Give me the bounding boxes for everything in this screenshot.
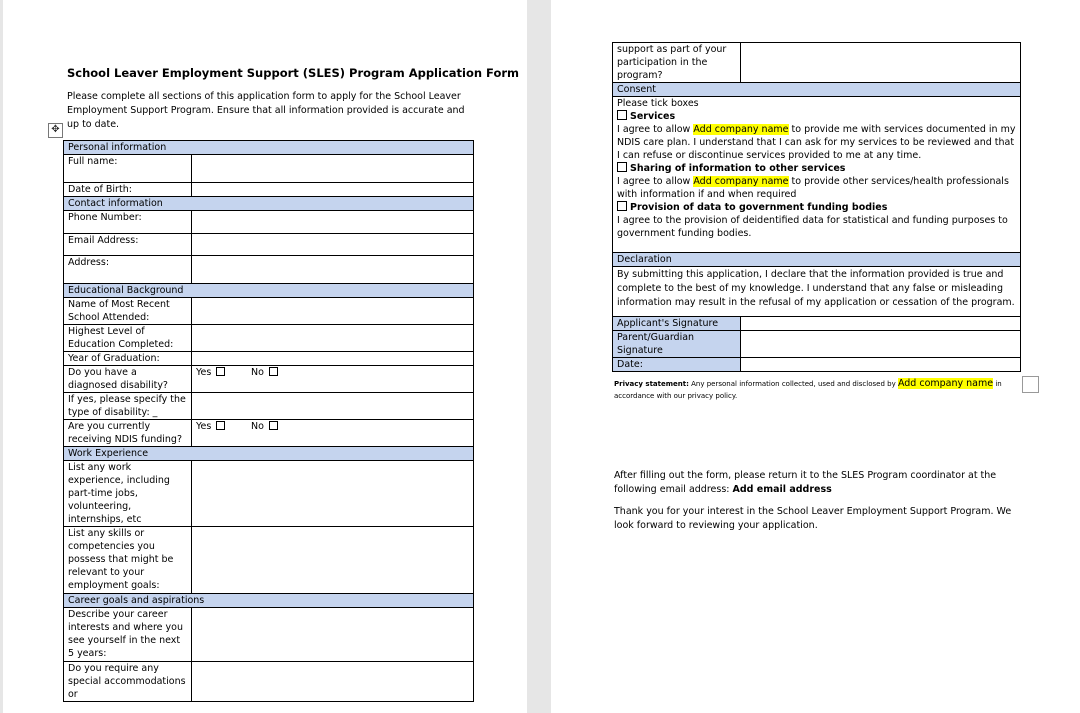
- email-address-field[interactable]: [192, 234, 474, 256]
- company-name-placeholder[interactable]: Add company name: [693, 176, 789, 187]
- ndis-answer-cell: [192, 420, 474, 447]
- return-instructions: After filling out the form, please return it to the SLES Program coordinator at the following email address: Add email address: [614, 470, 997, 495]
- label-special-accommodations: Do you require any special accommodations or: [64, 662, 192, 702]
- ndis-no-label: No: [251, 421, 264, 432]
- company-name-placeholder[interactable]: Add company name: [693, 124, 789, 135]
- form-title: School Leaver Employment Support (SLES) Program Application Form: [67, 66, 519, 80]
- section-personal-information: Personal information: [64, 141, 474, 155]
- label-disability-type: If yes, please specify the type of disability: _: [64, 393, 192, 420]
- empty-text-box[interactable]: [1022, 376, 1039, 393]
- label-skills: List any skills or competencies you possess that might be relevant to your employment goals:: [64, 527, 192, 594]
- disability-yes-checkbox[interactable]: [216, 367, 225, 376]
- label-guardian-signature: Parent/Guardian Signature: [613, 331, 741, 358]
- sharing-checkbox[interactable]: [617, 162, 627, 172]
- provision-title: Provision of data to government funding bodies: [630, 202, 888, 213]
- career-interests-field[interactable]: [192, 608, 474, 662]
- section-work-experience: Work Experience: [64, 447, 474, 461]
- address-field[interactable]: [192, 256, 474, 284]
- label-work-experience: List any work experience, including part-time jobs, volunteering, internships, etc: [64, 461, 192, 527]
- sharing-title: Sharing of information to other services: [630, 163, 846, 174]
- label-address: Address:: [64, 256, 192, 284]
- disability-type-field[interactable]: [192, 393, 474, 420]
- support-field[interactable]: [741, 43, 1021, 83]
- graduation-year-field[interactable]: [192, 352, 474, 366]
- disability-no-checkbox[interactable]: [269, 367, 278, 376]
- company-name-placeholder[interactable]: Add company name: [897, 378, 994, 389]
- application-table-page-2: [612, 42, 1021, 372]
- tick-instruction: Please tick boxes: [617, 98, 699, 109]
- label-year-of-graduation: Year of Graduation:: [64, 352, 192, 366]
- label-support-continued: support as part of your participation in the program?: [613, 43, 741, 83]
- section-consent: Consent: [613, 83, 1021, 97]
- table-move-handle-icon[interactable]: ✥: [48, 123, 63, 138]
- form-intro: Please complete all sections of this application form to apply for the School Leaver Employment Support Program. Ensure that all information provided is accurate and up to date.: [67, 91, 465, 130]
- guardian-signature-field[interactable]: [741, 331, 1021, 358]
- section-declaration: Declaration: [613, 253, 1021, 267]
- recent-school-field[interactable]: [192, 298, 474, 325]
- label-full-name: Full name:: [64, 155, 192, 183]
- education-level-field[interactable]: [192, 325, 474, 352]
- applicant-signature-field[interactable]: [741, 317, 1021, 331]
- label-applicant-signature: Applicant's Signature: [613, 317, 741, 331]
- consent-content: [613, 97, 1021, 253]
- label-ndis-question: Are you currently receiving NDIS funding?: [64, 420, 192, 447]
- services-checkbox[interactable]: [617, 110, 627, 120]
- label-career-interests: Describe your career interests and where you see yourself in the next 5 years:: [64, 608, 192, 662]
- date-of-birth-field[interactable]: [192, 183, 474, 197]
- ndis-yes-checkbox[interactable]: [216, 421, 225, 430]
- sharing-text: I agree to allow Add company name to provide other services/health professionals with information if and when required: [617, 176, 1009, 200]
- email-placeholder[interactable]: Add email address: [732, 484, 832, 495]
- services-text: I agree to allow Add company name to provide me with services documented in my NDIS care plan. I understand that I can ask for my services to be reviewed and that I can refuse or discontinue services provided to me at any time.: [617, 124, 1016, 161]
- label-disability-question: Do you have a diagnosed disability?: [64, 366, 192, 393]
- thank-you-text: Thank you for your interest in the School Leaver Employment Support Program. We look forward to reviewing your application.: [614, 506, 1012, 531]
- ndis-no-checkbox[interactable]: [269, 421, 278, 430]
- provision-text: I agree to the provision of deidentified data for statistical and funding purposes to government funding bodies.: [617, 215, 1008, 239]
- privacy-statement: Privacy statement: Any personal information collected, used and disclosed by Add company name in accordance with our privacy policy.: [614, 378, 1002, 400]
- work-experience-field[interactable]: [192, 461, 474, 527]
- ndis-yes-label: Yes: [196, 421, 212, 432]
- label-date-of-birth: Date of Birth:: [64, 183, 192, 197]
- section-contact-information: Contact information: [64, 197, 474, 211]
- section-educational-background: Educational Background: [64, 284, 474, 298]
- label-phone-number: Phone Number:: [64, 211, 192, 234]
- disability-no-label: No: [251, 367, 264, 378]
- special-accommodations-field[interactable]: [192, 662, 474, 702]
- label-date: Date:: [613, 358, 741, 372]
- provision-checkbox[interactable]: [617, 201, 627, 211]
- date-field[interactable]: [741, 358, 1021, 372]
- label-education-level: Highest Level of Education Completed:: [64, 325, 192, 352]
- disability-yes-label: Yes: [196, 367, 212, 378]
- declaration-text: By submitting this application, I declare that the information provided is true and complete to the best of my knowledge. I understand that any false or misleading information may result in the refusal of my application or cessation of the program.: [613, 267, 1021, 317]
- full-name-field[interactable]: [192, 155, 474, 183]
- skills-field[interactable]: [192, 527, 474, 594]
- label-recent-school: Name of Most Recent School Attended:: [64, 298, 192, 325]
- application-table-page-1: [63, 140, 474, 702]
- label-email-address: Email Address:: [64, 234, 192, 256]
- services-title: Services: [630, 111, 676, 122]
- disability-answer-cell: [192, 366, 474, 393]
- phone-number-field[interactable]: [192, 211, 474, 234]
- section-career-goals: Career goals and aspirations: [64, 594, 474, 608]
